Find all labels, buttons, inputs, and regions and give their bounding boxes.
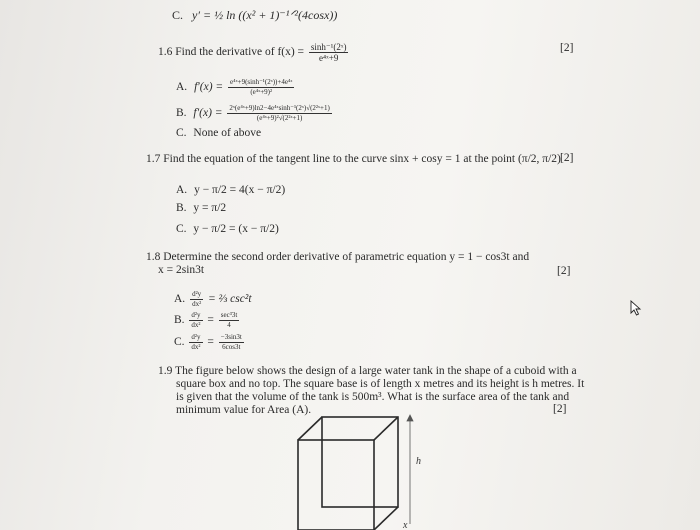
cube-back-face [322, 417, 398, 507]
q16-option-a [176, 78, 296, 97]
q18-option-a-lhs [190, 290, 203, 309]
q16-option-b-letter: B. [176, 107, 187, 120]
q18-stem-line1: 1.8 Determine the second order derivative of parametric equation y = 1 − cos3t and [146, 251, 530, 263]
q18-option-a-lhs-den: dx² [192, 300, 202, 308]
q17-option-c [176, 222, 279, 236]
q16-option-b-num: 2ˣ(e⁴ˣ+9)ln2−4e⁴ˣsinh⁻¹(2ˣ)√(2²ˣ+1) [229, 104, 330, 112]
q17-option-c-letter: C. [176, 223, 187, 235]
q18-option-c-rhs [219, 333, 244, 352]
q18-option-a-lhs-num: d²y [192, 290, 202, 298]
q18-option-c-lhs [189, 333, 202, 352]
q16-option-a-den: (e⁴ˣ+9)² [250, 88, 273, 96]
q18-option-b-letter: B. [174, 314, 185, 327]
q15-option-c-expr: y′ = ½ ln ((x² + 1)⁻¹ᐟ²(4cosx)) [192, 8, 338, 22]
q17-stem: 1.7 Find the equation of the tangent line to the curve sinx + cosy = 1 at the point (π/2, π/2) [146, 153, 561, 165]
q18-stem-line2: x = 2sin3t [158, 264, 205, 276]
q17-option-b-letter: B. [176, 202, 187, 214]
q18-option-b-lhs-den: dx² [191, 321, 201, 329]
q17-option-a [176, 183, 285, 197]
q18-option-a-rhs: = ⅔ csc²t [208, 293, 252, 306]
q16-option-b-lhs: f′(x) = [193, 107, 223, 120]
q18-marks: [2] [557, 265, 571, 277]
q18-option-b-lhs [189, 311, 202, 330]
q16-option-a-fraction [228, 78, 294, 97]
q18-option-c-lhs-num: d²y [191, 333, 201, 341]
q16-f-denominator: e⁴ˣ+9 [319, 53, 339, 63]
q19-line1: 1.9 The figure below shows the design of a large water tank in the shape of a cuboid with a [158, 365, 577, 377]
q17-option-b-text: y = π/2 [193, 202, 227, 214]
q18-option-c-lhs-den: dx² [191, 343, 201, 351]
q17-marks: [2] [560, 152, 574, 164]
q16-option-b-fraction [227, 104, 331, 123]
mouse-pointer-icon [630, 300, 642, 316]
q18-option-a [174, 290, 252, 309]
q17-option-c-text: y − π/2 = (x − π/2) [193, 223, 279, 235]
width-label: x [403, 520, 408, 530]
q19-marks: [2] [553, 403, 567, 415]
q17-option-a-letter: A. [176, 184, 188, 196]
q16-marks: [2] [560, 42, 574, 54]
q15-option-c-letter: C. [172, 8, 184, 22]
q16-option-b [176, 104, 334, 123]
cube-edge-tr [374, 417, 398, 440]
height-arrow-head [407, 415, 413, 421]
q19-line3: is given that the volume of the tank is 500m³. What is the surface area of the tank and [176, 391, 570, 403]
q16-option-c-letter: C. [176, 127, 187, 139]
q18-option-b-rhs [219, 311, 239, 330]
q18-option-b-lhs-num: d²y [191, 311, 201, 319]
cube-edge-br [374, 507, 398, 530]
q16-stem-text: 1.6 Find the derivative of f(x) = [158, 46, 305, 59]
q18-option-b-equals: = [207, 314, 214, 327]
q16-option-c [176, 126, 261, 140]
q18-option-b-rhs-den: 4 [227, 321, 231, 329]
q16-option-a-num: e⁴ˣ+9(sinh⁻¹(2ˣ))+4e⁴ˣ [230, 78, 293, 86]
q17-option-a-text: y − π/2 = 4(x − π/2) [194, 184, 286, 196]
q16-option-a-letter: A. [176, 81, 188, 94]
q19-line4: minimum value for Area (A). [176, 404, 312, 416]
q16-stem [158, 42, 350, 63]
q17-option-b [176, 201, 226, 215]
q16-f-fraction [309, 42, 349, 63]
q18-option-c [174, 333, 246, 352]
q15-option-c [172, 8, 337, 22]
q18-option-a-letter: A. [174, 293, 186, 306]
q18-option-c-rhs-den: 6cos3t [222, 343, 241, 351]
q18-option-c-letter: C. [174, 336, 185, 349]
q18-option-b-rhs-num: sec³3t [220, 311, 238, 319]
q18-option-c-equals: = [207, 336, 214, 349]
cube-front-face [298, 440, 374, 530]
q16-option-c-text: None of above [193, 127, 262, 139]
water-tank-figure [288, 412, 448, 530]
cube-edge-tl [298, 417, 322, 440]
q18-option-b [174, 311, 241, 330]
q16-option-a-lhs: f′(x) = [194, 81, 224, 94]
q19-line2: square box and no top. The square base is of length x metres and its height is h metres. It [176, 378, 585, 390]
q16-option-b-den: (e⁴ˣ+9)²√(2²ˣ+1) [256, 114, 303, 122]
q16-f-numerator: sinh⁻¹(2ˣ) [310, 42, 347, 52]
q18-option-c-rhs-num: −3sin3t [220, 333, 242, 341]
height-label: h [416, 456, 421, 467]
